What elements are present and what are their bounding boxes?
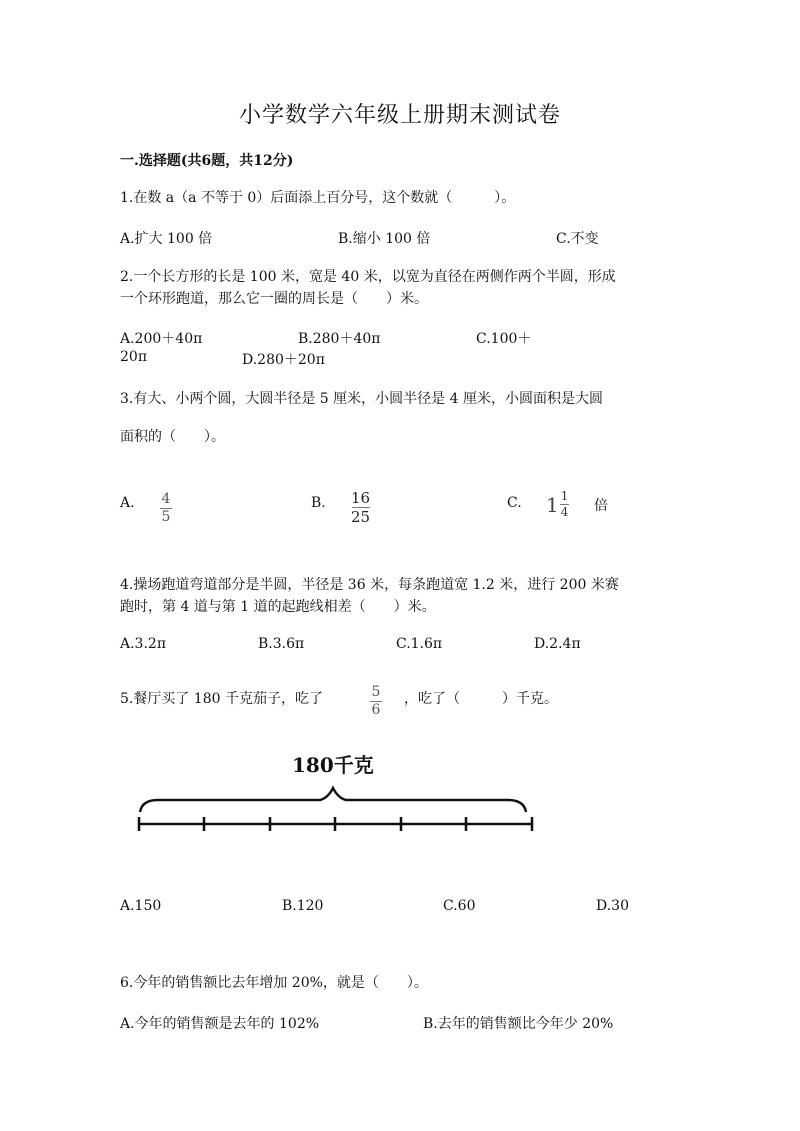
q2-option-d: D.280＋20π	[242, 352, 325, 368]
q3-option-b-fraction	[350, 488, 371, 525]
q1-option-b: B.缩小 100 倍	[338, 231, 431, 247]
q2-option-a: A.200＋40π	[120, 331, 203, 347]
q6-option-b: B.去年的销售额比今年少 20%	[423, 1016, 614, 1032]
question-4-line-1: 4.操场跑道弯道部分是半圆，半径是 36 米，每条跑道宽 1.2 米，进行 200 米赛	[120, 577, 619, 593]
section-heading: 一.选择题(共6题，共12分)	[120, 153, 294, 169]
mixed-whole-part: 1	[546, 492, 559, 517]
q3-option-c-unit: 倍	[594, 498, 608, 514]
question-3-line-1: 3.有大、小两个圆，大圆半径是 5 厘米，小圆半径是 4 厘米，小圆面积是大圆	[120, 391, 603, 407]
question-2-line-1: 2.一个长方形的长是 100 米，宽是 40 米，以宽为直径在两侧作两个半圆，形成	[120, 269, 616, 285]
q2-option-c: C.100＋	[476, 331, 532, 347]
q5-option-b: B.120	[282, 898, 324, 914]
fraction-denominator: 6	[371, 702, 381, 718]
q3-option-c-label: C.	[507, 495, 522, 511]
fraction-denominator: 25	[351, 508, 371, 526]
fraction-numerator: 1	[560, 489, 569, 503]
question-4-line-2: 跑时，第 4 道与第 1 道的起跑线相差（ ）米。	[120, 599, 436, 615]
fraction-denominator: 5	[161, 509, 171, 525]
q2-option-b: B.280＋40π	[298, 331, 381, 347]
q4-option-a: A.3.2π	[120, 636, 167, 652]
total-brace	[140, 788, 526, 812]
q5-option-d: D.30	[596, 898, 629, 914]
q6-option-a: A.今年的销售额是去年的 102%	[120, 1016, 320, 1032]
q5-option-a: A.150	[120, 898, 162, 914]
q5-fraction	[370, 681, 382, 718]
q4-option-b: B.3.6π	[258, 636, 305, 652]
question-1: 1.在数 a（a 不等于 0）后面添上百分号，这个数就（ ）。	[120, 190, 516, 206]
question-2-line-2: 一个环形跑道，那么它一圈的周长是（ ）米。	[120, 291, 428, 307]
page-title: 小学数学六年级上册期末测试卷	[238, 103, 561, 128]
fraction-numerator: 4	[161, 491, 171, 507]
figure-total-label: 180千克	[292, 753, 374, 777]
q1-option-c: C.不变	[556, 231, 599, 247]
q3-option-c-mixed-number	[546, 490, 569, 519]
question-6: 6.今年的销售额比去年增加 20%，就是（ ）。	[120, 975, 428, 991]
q3-option-b-label: B.	[311, 495, 326, 511]
fraction-numerator: 5	[371, 684, 381, 700]
q5-option-c: C.60	[443, 898, 476, 914]
q2-option-c-continued: 20π	[120, 349, 148, 365]
segment-diagram	[130, 780, 542, 840]
question-5-text: 5.餐厅买了 180 千克茄子，吃了	[120, 691, 323, 707]
q3-option-a-fraction	[160, 488, 172, 525]
question-5-text-end: ，吃了（ ）千克。	[404, 691, 558, 707]
question-3-line-2: 面积的（ ）。	[120, 429, 225, 445]
q4-option-d: D.2.4π	[534, 636, 581, 652]
fraction-numerator: 16	[351, 489, 371, 507]
q3-option-a-label: A.	[120, 495, 135, 511]
fraction-denominator: 4	[560, 505, 569, 519]
q4-option-c: C.1.6π	[396, 636, 443, 652]
q1-option-a: A.扩大 100 倍	[120, 231, 213, 247]
